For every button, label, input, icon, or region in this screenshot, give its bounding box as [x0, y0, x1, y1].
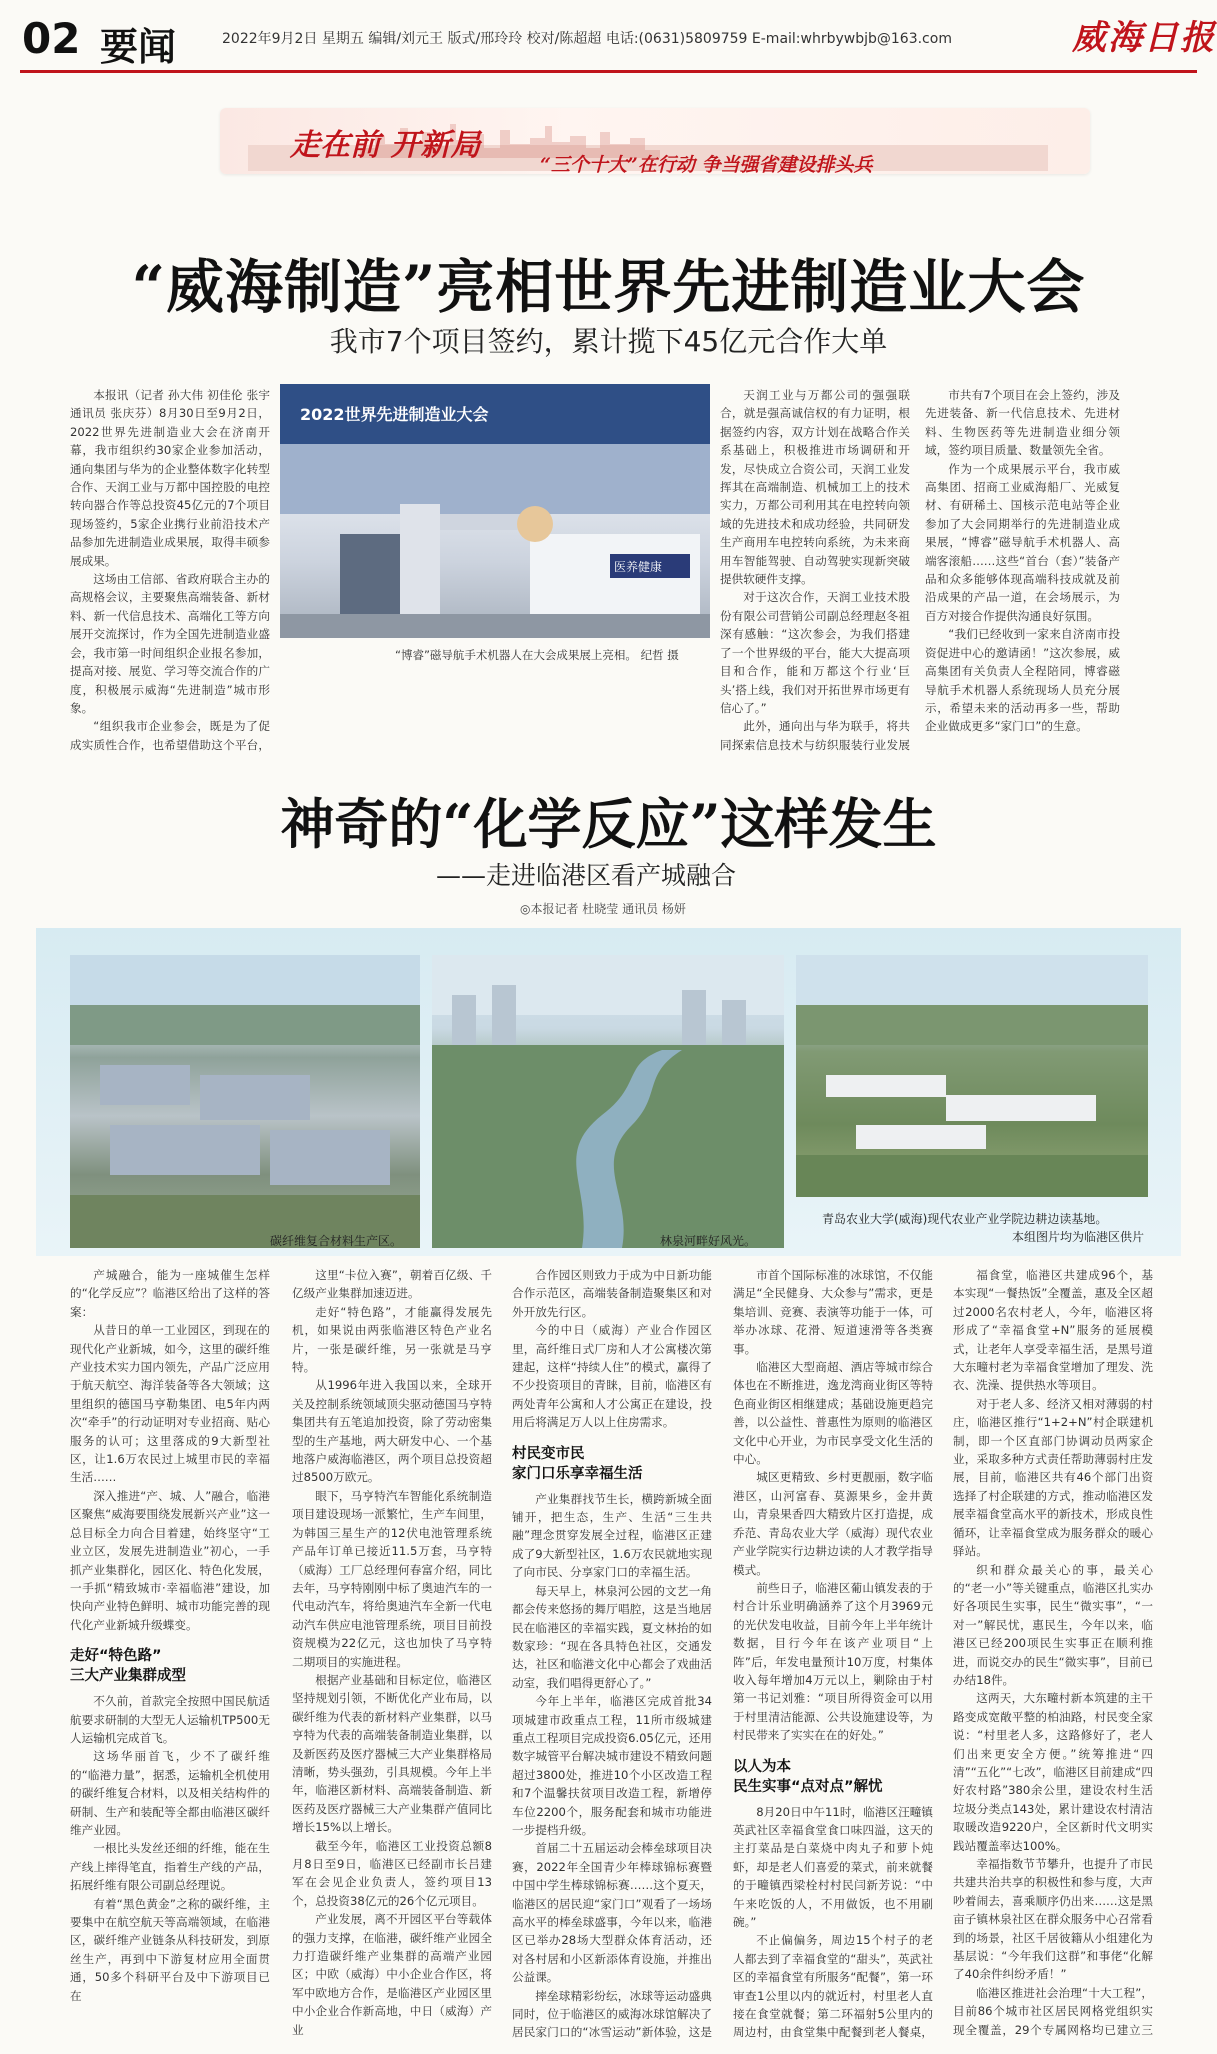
- article1-subheadline: 我市7个项目签约，累计揽下45亿元合作大单: [329, 325, 888, 358]
- paragraph: “组织我市企业参会，既是为了促成实质性合作，也希望借助这个平台，: [70, 719, 270, 752]
- paragraph: 市共有7个项目在会上签约，涉及先进装备、新一代信息技术、先进材料、生物医药等先进制造业细分领域，签约项目质量、数量领先全省。: [925, 388, 1120, 458]
- paragraph: 走好“特色路”，才能赢得发展先机，如果说由两张临港区特色产业名片，一张是碳纤维，另一张就是马亨特。: [292, 1304, 492, 1375]
- paragraph: 临港区大型商超、酒店等城市综合体也在不断推进，逸龙湾商业街区等特色商业街区相继建成；基础设施更趋完善，以公益性、普惠性为原则的临港区文化中心开业，为市民享受文化生活的中心。: [733, 1360, 933, 1467]
- paragraph: 截至今年，临港区工业投资总额8月8日至9日，临港区已经副市长吕建军在会见企业负责人，签约项目13个，总投资38亿元的26个亿元项目。: [292, 1838, 492, 1908]
- paragraph: 从1996年进入我国以来，全球开关及控制系统领域顶尖驱动德国马亨特集团共有五笔追加投资，除了劳动密集型的生产基地，两大研发中心、一个基地落户威海临港区，两个项目总投资超过8500万欧元。: [292, 1378, 492, 1485]
- paragraph: 天润工业与万都公司的强强联合，就是强高诚信权的有力证明，根据签约内容，双方计划在战略合作关系基础上，积极推进市场调研和开发，尽快成立合资公司，天润工业发挥其在高端制造、机械加工上的技术实力，万都公司利用其在电控转向领域的先进技术和成功经验，共同研发生产商用车电控转向系统，为未来商用车智能驾驶、自动驾驶实现新突破提供软硬件支撑。: [720, 388, 910, 587]
- paragraph: 临港区推进社会治理“十大工程”，目前86个城市社区居民网格党组织实现全覆盖，29个专属网格均已建立三: [953, 1985, 1153, 2037]
- paragraph: 不止偏偏务，周边15个村子的老人都去到了幸福食堂的“甜头”，英武社区的幸福食堂有所服务“配餐”，第一环审查1公里以内的就近村，村里老人直接在食堂就餐；第二环福射5公里内的周边村，由食堂集中配餐到老人餐桌，: [733, 1933, 933, 2040]
- photo-credit: 本组图片均为临港区供片: [1012, 1230, 1145, 1244]
- paragraph: 产业集群找节生长，横跨新城全面铺开，把生态，生产、生活“三生共融”理念贯穿发展全过程，临港区正建成了9大新型社区，1.6万农民就地实现了向市民、分享家门口的幸福生活。: [512, 1491, 712, 1580]
- paragraph: 眼下，马亨特汽车智能化系统制造项目建设现场一派繁忙，生产车间里，为韩国三星生产的12伏电池管理系统产品年订单已接近11.5万套，马亨特（威海）工厂总经理何春富介绍，同比去年，马亨特刚刚中标了奥迪汽车的一代电动汽车，将给奥迪汽车全新一代电动汽车供应电池管理系统，项目目前投资规模为22亿元，这也加快了马亨特二期项目的实施进程。: [292, 1488, 492, 1669]
- agri-base-photo: [796, 955, 1148, 1197]
- paragraph: 这场由工信部、省政府联合主办的高规格会议，主要聚焦高端装备、新材料、新一代信息技术、高端化工等方向展开交流探讨，作为全国先进制造业盛会，我市第一时间组织企业报名参加，提高对接、展览、学习等交流合作的广度，积极展示威海“先进制造”城市形象。: [70, 572, 270, 715]
- exhibit-panel-label: 医养健康: [614, 560, 663, 574]
- paragraph: 这两天，大东疃村新本筑建的主干路变成宽敞平整的柏油路，村民变全家说：“村里老人多，这路修好了，老人们出来更安全方便。”统筹推进“四清”“五化”“七改”，临港区目前建成“四好农村路”380余公里，建设农村生活垃圾分类点143处，累计建设农村清洁取暖改造9220户，全区新时代文明实践站覆盖率达100%。: [953, 1691, 1153, 1853]
- paragraph: 深入推进“产、城、人”融合，临港区聚焦“威海要围绕发展新兴产业”这一总目标全力向合目着建，始终坚守“工业立区，发展先进制造业”初心，一手抓产业集群化，园区化、特色化发展，一手抓“精致城市·幸福临港”建设，加快向产业特色鲜明、城市功能完善的现代化产业新城升级蝶变。: [70, 1488, 270, 1632]
- paragraph: 8月20日中午11时，临港区汪疃镇英武社区幸福食堂食口味四溢，这天的主打菜品是白菜烧中肉丸子和萝卜炖虾，却是老人们喜爱的菜式，前来就餐的于疃镇西梁栓村村民闫新芳说：“中午来吃饭的人，不用做饭，也不用刷碗。”: [733, 1804, 933, 1929]
- article1-column-2-continued: [280, 676, 480, 754]
- paragraph: 合作园区则致力于成为中日新功能合作示范区，高端装备制造聚集区和对外开放先行区。: [512, 1268, 712, 1319]
- article2-column-2: [292, 1266, 492, 2040]
- paragraph: 产业发展，离不开园区平台等载体的强力支撑，在临港，碳纤维产业园全力打造碳纤维产业集群的高端产业园区；中欧（威海）中小企业合作区，将军中欧地方合作，是临港区产业园区里中小企业合作新高地，中日（威海）产业: [292, 1912, 492, 2037]
- paragraph: 本报讯（记者 孙大伟 初佳伦 张宇 通讯员 张庆芬）8月30日至9月2日，2022世界先进制造业大会在济南开幕，我市组织约30家企业参加活动，通向集团与华为的企业整体数字化转型合作、天润工业与万都中国控股的电控转向器合作等总投资45亿元的7个项目现场签约，5家企业携行业前沿技术产品参加先进制造业成果展，取得丰硕参展成果。: [70, 388, 270, 568]
- article1-column-3: [720, 386, 910, 752]
- article2-column-1: [70, 1266, 270, 2040]
- photo-caption-a: 碳纤维复合材料生产区。: [270, 1234, 403, 1248]
- paragraph: 对于这次合作，天润工业技术股份有限公司营销公司副总经理赵冬祖深有感触：“这次参会，为我们搭建了一个世界级的平台，能大大提高项目和合作，能和万都这个行业‘巨头’搭上线，我们对开拓世界市场更有信心了。”: [720, 590, 910, 715]
- article2-column-3: [512, 1266, 712, 2040]
- paragraph: 织和群众最关心的事，最关心的“老一小”等关键重点，临港区扎实办好各项民生实事，民生“微实事”，“一对一”解民忧，惠民生，今年以来，临港区已经200项民生实事正在顺利推进，而说交办的民生“微实事”，目前已办结18件。: [953, 1562, 1153, 1687]
- photo-caption: “博睿”磁导航手术机器人在大会成果展上亮相。 纪哲 摄: [395, 648, 679, 662]
- banner-slogan-left: 走在前 开新局: [290, 128, 481, 163]
- paragraph: 今年上半年，临港区完成首批34项城建市政重点工程，11所市级城建重点工程项目完成投资6.05亿元，还用数字城管平台解决城市建设不精致问题超过3800处，推进10个小区改造工程和7个温馨扶贫项目改造工程，新增停车位2200个，服务配套和城市功能进一步提档升级。: [512, 1694, 712, 1837]
- paragraph: 幸福指数节节攀升，也提升了市民共建共治共享的积极性和参与度，大声吵着闹去，喜乘顺序仍出来……这是黑亩子镇林泉社区在群众服务中心召常看到的场景，社区千居彼籍从小组建化为基层说：“今年我们这群”和事佬“化解了40余件纠纷矛盾！”: [953, 1857, 1153, 1982]
- paragraph: 市首个国际标准的冰球馆，不仅能满足“全民健身、大众参与”需求，更是集培训、竞赛、表演等功能于一体，可举办冰球、花滑、短道速滑等各类赛事。: [733, 1268, 933, 1356]
- riverside-park-photo: [432, 955, 784, 1248]
- issue-meta: 2022年9月2日 星期五 编辑/刘元王 版式/邢玲玲 校对/陈超超 电话:(0631)5809759 E-mail:whrbywbjb@163.com: [222, 31, 952, 47]
- section-subhead: 走好“特色路” 三大产业集群成型: [70, 1648, 186, 1685]
- paragraph: 每天早上，林泉河公园的文艺一角都会传来悠扬的舞厅唱腔，这是当地居民在临港区的幸福实践，夏文林抬的如数家珍：“现在各具特色社区，交通发达，社区和临港文化中心都会了戏曲活动室，我们唱得更舒心了。”: [512, 1583, 712, 1690]
- paragraph: 作为一个成果展示平台，我市威高集团、招商工业威海船厂、光威复材、有研稀土、国核示范电站等企业参加了大会同期举行的先进制造业成果展，“博睿”磁导航手术机器人、高端客滚船……这些“首台（套）”装备产品和众多能够体现高端科技成就及前沿成果的产品一道，在会场展示，为百方对接合作提供沟通良好氛围。: [925, 461, 1120, 623]
- article1-column-4: [925, 386, 1120, 752]
- exhibit-sign: 2022世界先进制造业大会: [300, 405, 489, 424]
- paragraph: 福食堂，临港区共建成96个，基本实现“一餐热饭”全覆盖，惠及全区超过2000名农村老人，今年，临港区将形成了“幸福食堂+N”服务的延展模式，让老年人享受幸福生活，是黑号道大东疃村老为幸福食堂增加了理发、洗衣、洗澡、提供热水等项目。: [953, 1268, 1153, 1393]
- paragraph: 这场华丽首飞，少不了碳纤维的“临港力量”，据悉，运输机全机使用的碳纤维复合材料，以及相关结构件的研制、生产和装配等全都由临港区碳纤维产业园。: [70, 1749, 270, 1837]
- paragraph: 这里“卡位入赛”，朝着百亿级、千亿级产业集群加速迈进。: [292, 1268, 492, 1301]
- article2-column-5: [953, 1266, 1153, 2040]
- section-title: 要闻: [100, 25, 177, 69]
- paragraph: 城区更精致、乡村更靓丽，数字临港区，山河富春、莫源果乡，金井黄山，青泉果香四大精致片区打造提，成乔范、青岛农业大学（威海）现代农业产业学院实行边耕边读的人才教学指导模式。: [733, 1470, 933, 1577]
- paragraph: 今的中日（威海）产业合作园区里，高纤维日式厂房和人才公寓楼次第建起，这样“持续人住”的模式，赢得了不少投资项目的青睐，目前，临港区有两处青年公寓和人才公寓正在建设，投用后将满足万人以上住房需求。: [512, 1323, 712, 1430]
- paragraph: 根据产业基础和目标定位，临港区坚持规划引领，不断优化产业布局，以碳纤维为代表的新材料产业集群，以马亨特为代表的高端装备制造业集群，以及新医药及医疗器械三大产业集群格局清晰，势头强劲，引具规模。今年上半年，临港区新材料、高端装备制造、新医药及医疗器械三大产业集群产值同比增长15%以上增长。: [292, 1672, 492, 1835]
- section-subhead: 村民变市民 家门口乐享幸福生活: [512, 1445, 643, 1482]
- paragraph: 不久前，首款完全按照中国民航适航要求研制的大型无人运输机TP500无人运输机完成首飞。: [70, 1694, 270, 1745]
- paragraph: 摔垒球精彩纷纭，冰球等运动盛典同时，位于临港区的威海冰球馆解决了居民家门口的“冰雪运动”新体验，这是: [512, 1988, 712, 2040]
- header-rule: [20, 70, 1197, 73]
- article1-column-1: [70, 386, 270, 752]
- article2-subheadline: ——走进临港区看产城融合: [436, 861, 737, 890]
- section-subhead: 以人为本 民生实事“点对点”解忧: [733, 1758, 883, 1795]
- factory-aerial-photo: [70, 955, 420, 1248]
- paragraph: 产城融合，能为一座城催生怎样的“化学反应”？临港区给出了这样的答案：: [70, 1268, 270, 1319]
- article2-byline: ◎本报记者 杜晓莹 通讯员 杨妍: [520, 902, 686, 916]
- paragraph: “我们已经收到一家来自济南市投资促进中心的邀请函！”这次参展，威高集团有关负责人全程陪同，博睿磁导航手术机器人系统现场人员充分展示，希望未来的活动再多一些，帮助企业做成更多“家门口”的生意。: [925, 627, 1120, 734]
- banner-slogan-right: “三个十大”在行动 争当强省建设排头兵: [540, 154, 873, 176]
- paragraph: 首届二十五届运动会棒垒球项目决赛，2022年全国青少年棒球锦标赛暨中国中学生棒球锦标赛……这个夏天，临港区的居民迎“家门口”观看了一场场高水平的棒垒球盛事，今年以来，临港区已举办28场大型群众体育活动，还对各村居和小区新添体育设施，并推出公益课。: [512, 1841, 712, 1985]
- page-number: 02: [22, 14, 81, 63]
- photo-caption-c: 青岛农业大学(威海)现代农业产业学院边耕边读基地。: [822, 1212, 1108, 1226]
- paragraph: 此外，通向出与华为联手，将共同探索信息技术与纺织服装行业发展: [720, 719, 910, 752]
- robot-exhibit-photo: [280, 384, 710, 638]
- paragraph: 对于老人多、经济又相对薄弱的村庄，临港区推行“1+2+N”村企联建机制，即一个区直部门协调动员两家企业，采取多种方式责任帮助薄弱村庄发展，目前，临港区共有46个部门出资选择了村企联建的方式，推动临港区发展幸福食堂高水平的新技术，形成良性循环，让幸福食堂成为服务群众的暖心驿站。: [953, 1396, 1153, 1559]
- photo-caption-b: 林泉河畔好风光。: [660, 1234, 757, 1248]
- article2-column-4: [733, 1266, 933, 2040]
- paragraph: 从昔日的单一工业园区，到现在的现代化产业新城，如今，这里的碳纤维产业技术实力国内领先，产品广泛应用于航天航空、海洋装备等各大领域；这里组织的德国马亨勒集团、电5年内两次“牵手”的行动证明对专业招商、贴心服务的认可；这里落成的9大新型社区，让1.6万农民过上城里市民的幸福生活……: [70, 1323, 270, 1485]
- paragraph: 前些日子，临港区葡山镇发表的于村合计乐业明确涵养了这个月3969元的光伏发电收益，目前今年上半年统计数据，目行今年在该产业项目“上阵”后，年发电量预计10万度，村集体收入每年增加4万元以上，剿除由于村第一书记刘雅：“项目所得资金可以用于村里清洁能源、公共设施建设等，为村民带来了实实在在的好处。”: [733, 1580, 933, 1743]
- article1-headline: “威海制造”亮相世界先进制造业大会: [131, 253, 1086, 321]
- newspaper-logo: 威海日报: [1072, 18, 1216, 58]
- paragraph: 有着“黑色黄金”之称的碳纤维，主要集中在航空航天等高端领域，在临港区，碳纤维产业链条从科技研发，到原丝生产，再到中下游复材应用全面贯通，50多个科研平台及中下游项目已在: [70, 1896, 270, 2003]
- paragraph: 一根比头发丝还细的纤维，能在生产线上摔得笔直，指着生产线的产品，拓展纤维有限公司副总经理说。: [70, 1841, 270, 1893]
- article2-headline: 神奇的“化学反应”这样发生: [280, 792, 937, 856]
